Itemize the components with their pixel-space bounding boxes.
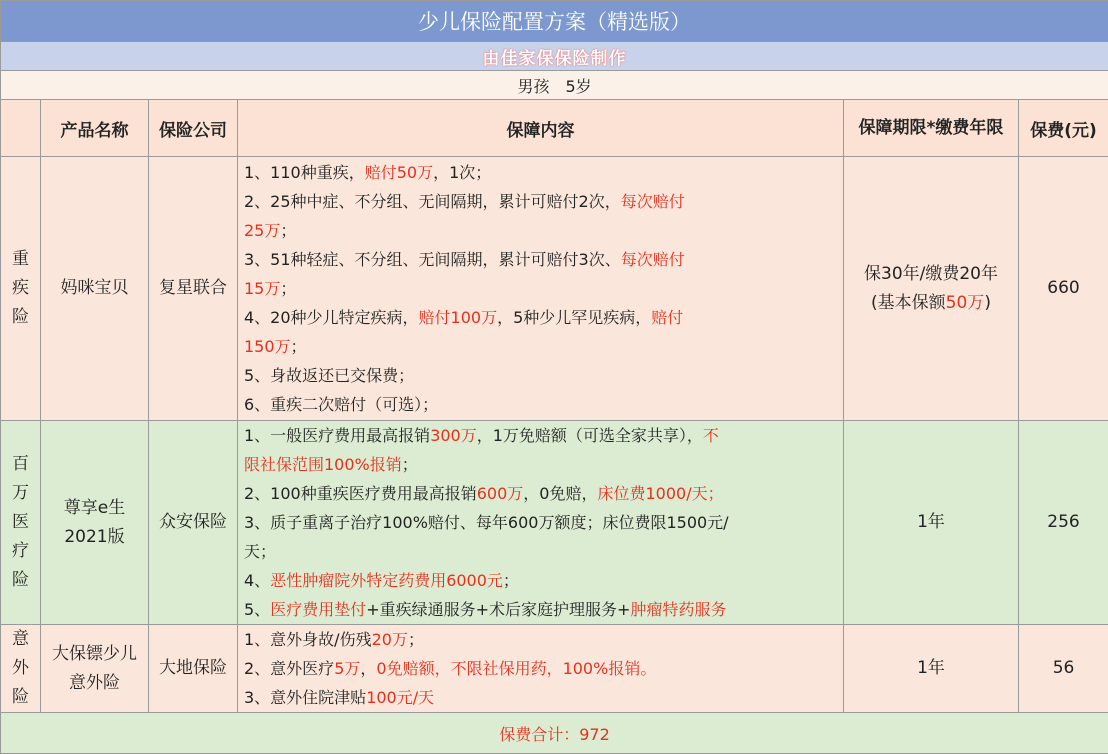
row-premium: 256 <box>1019 421 1108 625</box>
row-category: 重疾险 <box>1 157 41 421</box>
highlight-text: 赔付 <box>651 308 683 327</box>
coverage-line <box>244 683 837 712</box>
coverage-line <box>244 187 837 216</box>
coverage-text: +重疾绿通服务+术后家庭护理服务+ <box>366 600 630 619</box>
highlight-text: 600万 <box>477 484 524 503</box>
coverage-text: 天； <box>244 542 276 561</box>
row-product: 大保镖少儿意外险 <box>41 625 149 713</box>
highlight-text: 肿瘤特药服务 <box>630 600 726 619</box>
header-company: 保险公司 <box>149 100 238 157</box>
coverage-text: ； <box>280 221 296 240</box>
coverage-line <box>244 508 837 537</box>
row-term: 1年 <box>844 625 1019 713</box>
coverage-text: 5、身故返还已交保费； <box>244 366 414 385</box>
header-premium: 保费(元) <box>1019 100 1108 157</box>
row-content <box>238 157 844 421</box>
row-content <box>238 421 844 625</box>
row-company: 复星联合 <box>149 157 238 421</box>
coverage-text: ，5种少儿罕见疾病， <box>497 308 651 327</box>
table-row <box>1 625 1108 713</box>
highlight-text: 不 <box>703 426 719 445</box>
row-category: 百万医疗险 <box>1 421 41 625</box>
coverage-text: 6、重疾二次赔付（可选）； <box>244 395 438 414</box>
coverage-line <box>244 625 837 654</box>
coverage-text: ， <box>360 659 376 678</box>
highlight-text: 赔付100万 <box>419 308 498 327</box>
row-company: 大地保险 <box>149 625 238 713</box>
coverage-text: 3、意外住院津贴 <box>244 688 366 707</box>
highlight-text: 每次赔付 <box>621 250 685 269</box>
coverage-text: ； <box>503 571 519 590</box>
coverage-line <box>244 390 837 419</box>
coverage-text: 1、一般医疗费用最高报销 <box>244 426 430 445</box>
header-term: 保障期限*缴费年限 <box>844 100 1019 157</box>
coverage-text: ； <box>402 455 418 474</box>
coverage-text: ，1万免赔额（可选全家共享）， <box>477 426 703 445</box>
row-premium: 660 <box>1019 157 1108 421</box>
coverage-line <box>244 421 837 450</box>
header-category <box>1 100 41 157</box>
coverage-text: 3、51种轻症、不分组、无间隔期，累计可赔付3次、 <box>244 250 621 269</box>
row-product: 尊享e生2021版 <box>41 421 149 625</box>
child-profile: 男孩 5岁 <box>1 71 1108 100</box>
coverage-line <box>244 361 837 390</box>
highlight-text: 150万 <box>244 337 291 356</box>
header-content: 保障内容 <box>238 100 844 157</box>
coverage-text: 1、110种重疾， <box>244 163 365 182</box>
coverage-text: ，0免赔， <box>523 484 597 503</box>
highlight-text: 恶性肿瘤院外特定药费用6000元 <box>270 571 503 590</box>
row-premium: 56 <box>1019 625 1108 713</box>
highlight-text: 20万 <box>372 630 408 649</box>
coverage-text: 4、 <box>244 571 270 590</box>
header-row <box>1 100 1108 157</box>
coverage-text: ，1次； <box>433 163 491 182</box>
table-title: 少儿保险配置方案（精选版） <box>1 1 1108 42</box>
header-product: 产品名称 <box>41 100 149 157</box>
coverage-line <box>244 274 837 303</box>
coverage-line <box>244 479 837 508</box>
coverage-text: ； <box>408 630 424 649</box>
highlight-text: 每次赔付 <box>621 192 685 211</box>
coverage-text: ； <box>291 337 307 356</box>
coverage-line <box>244 566 837 595</box>
table-row <box>1 421 1108 625</box>
coverage-text: 2、25种中症、不分组、无间隔期，累计可赔付2次， <box>244 192 621 211</box>
row-category: 意外险 <box>1 625 41 713</box>
table-row <box>1 157 1108 421</box>
term-line: 保30年/缴费20年 <box>844 260 1018 289</box>
highlight-text: 限社保范围100%报销 <box>244 455 402 474</box>
coverage-text: 4、20种少儿特定疾病， <box>244 308 419 327</box>
coverage-line <box>244 654 837 683</box>
term-line: (基本保额50万) <box>844 289 1018 318</box>
highlight-text: 5万 <box>334 659 360 678</box>
row-product: 妈咪宝贝 <box>41 157 149 421</box>
coverage-text: 5、 <box>244 600 270 619</box>
highlight-text: 15万 <box>244 279 280 298</box>
coverage-text: 2、意外医疗 <box>244 659 334 678</box>
watermark-subtitle: 由佳家保保险制作 <box>1 42 1108 71</box>
coverage-line <box>244 537 837 566</box>
row-term: 1年 <box>844 421 1019 625</box>
coverage-line <box>244 245 837 274</box>
coverage-line <box>244 303 837 332</box>
highlight-text: 25万 <box>244 221 280 240</box>
coverage-text: 2、100种重疾医疗费用最高报销 <box>244 484 477 503</box>
highlight-text: 0免赔额，不限社保用药，100%报销。 <box>376 659 656 678</box>
coverage-line <box>244 216 837 245</box>
highlight-text: 医疗费用垫付 <box>270 600 366 619</box>
coverage-line <box>244 332 837 361</box>
row-company: 众安保险 <box>149 421 238 625</box>
row-term <box>844 157 1019 421</box>
highlight-text: 300万 <box>430 426 477 445</box>
coverage-line <box>244 450 837 479</box>
row-content <box>238 625 844 713</box>
total-premium: 保费合计：972 <box>1 713 1108 754</box>
coverage-text: ； <box>280 279 296 298</box>
coverage-line <box>244 158 837 187</box>
highlight-text: 赔付50万 <box>365 163 433 182</box>
coverage-line <box>244 595 837 624</box>
highlight-text: 100元/天 <box>366 688 434 707</box>
highlight-text: 床位费1000/天； <box>597 484 723 503</box>
coverage-text: 1、意外身故/伤残 <box>244 630 372 649</box>
coverage-text: 3、质子重离子治疗100%赔付、每年600万额度；床位费限1500元/ <box>244 513 729 532</box>
